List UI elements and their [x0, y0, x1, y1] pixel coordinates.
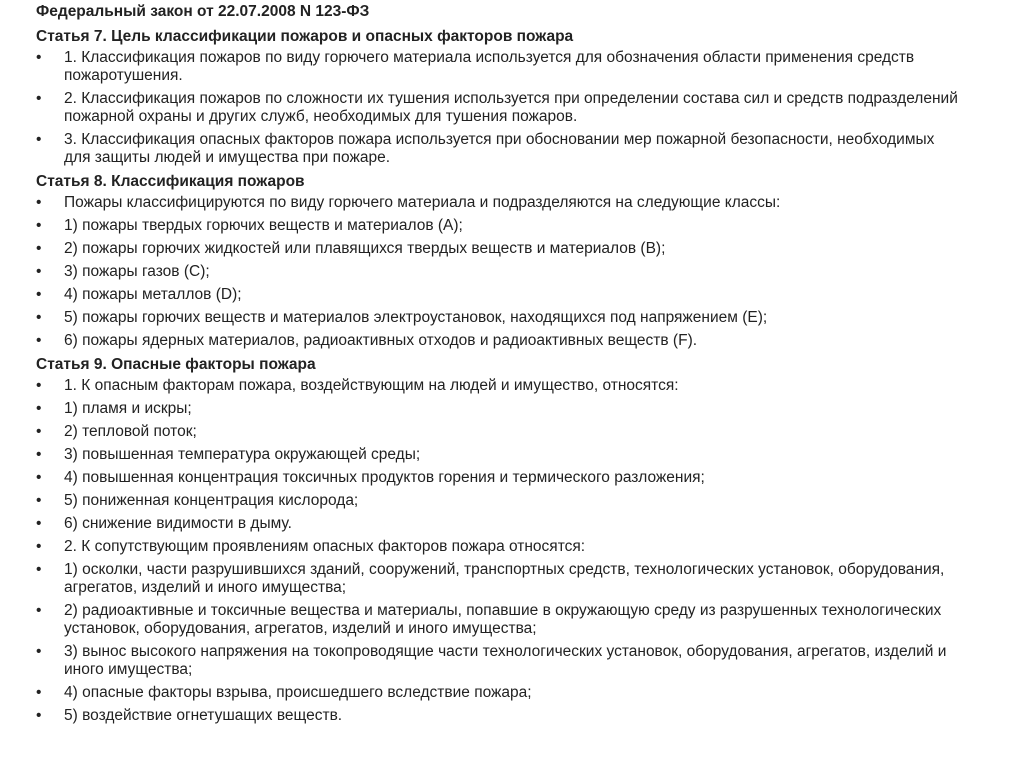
list-item: [36, 286, 964, 304]
list-item-text: 5) воздействие огнетушащих веществ.: [64, 707, 343, 724]
article-item-list: [36, 377, 1024, 725]
list-item: [36, 131, 964, 167]
bullet-icon: •: [36, 131, 42, 148]
bullet-icon: •: [36, 332, 42, 349]
bullet-icon: •: [36, 49, 42, 66]
list-item: [36, 602, 964, 638]
list-item-text: 5) пониженная концентрация кислорода;: [64, 492, 359, 509]
article-item-list: [36, 49, 1024, 167]
list-item-text: 3. Классификация опасных факторов пожара используется при обосновании мер пожарной безопасности, необходимых для защиты людей и имущества при пожаре.: [64, 131, 935, 166]
list-item: [36, 217, 964, 235]
list-item: [36, 469, 964, 487]
bullet-icon: •: [36, 561, 42, 578]
bullet-icon: •: [36, 538, 42, 555]
list-item-text: 1) пламя и искры;: [64, 400, 192, 417]
list-item-text: 2) пожары горючих жидкостей или плавящихся твердых веществ и материалов (B);: [64, 240, 666, 257]
bullet-icon: •: [36, 377, 42, 394]
list-item: [36, 707, 964, 725]
list-item-text: 5) пожары горючих веществ и материалов электроустановок, находящихся под напряжением (E);: [64, 309, 768, 326]
bullet-icon: •: [36, 309, 42, 326]
list-item: [36, 538, 964, 556]
bullet-icon: •: [36, 515, 42, 532]
bullet-icon: •: [36, 469, 42, 486]
list-item: [36, 561, 964, 597]
bullet-icon: •: [36, 707, 42, 724]
list-item-text: 4) повышенная концентрация токсичных продуктов горения и термического разложения;: [64, 469, 705, 486]
article-section: [36, 172, 1024, 350]
list-item: [36, 263, 964, 281]
list-item: [36, 90, 964, 126]
bullet-icon: •: [36, 492, 42, 509]
article-title: Статья 7. Цель классификации пожаров и опасных факторов пожара: [36, 28, 574, 45]
document-title: Федеральный закон от 22.07.2008 N 123-ФЗ: [36, 3, 370, 20]
list-item: [36, 309, 964, 327]
article-title: Статья 8. Классификация пожаров: [36, 173, 305, 190]
list-item-text: 2) радиоактивные и токсичные вещества и материалы, попавшие в окружающую среду из разрушенных технологических установок, оборудования, агрегатов, изделий и иного имущества;: [64, 602, 942, 637]
list-item-text: 3) пожары газов (C);: [64, 263, 210, 280]
bullet-icon: •: [36, 602, 42, 619]
list-item: [36, 492, 964, 510]
list-item: [36, 49, 964, 85]
list-item-text: 3) вынос высокого напряжения на токопроводящие части технологических установок, оборудования, агрегатов, изделий и иного имущества;: [64, 643, 947, 678]
list-item: [36, 332, 964, 350]
list-item-text: 1) пожары твердых горючих веществ и материалов (A);: [64, 217, 463, 234]
bullet-icon: •: [36, 400, 42, 417]
list-item-text: 1. Классификация пожаров по виду горючего материала используется для обозначения области применения средств пожаротушения.: [64, 49, 915, 84]
list-item-text: 2) тепловой поток;: [64, 423, 197, 440]
list-item-text: Пожары классифицируются по виду горючего материала и подразделяются на следующие классы:: [64, 194, 781, 211]
list-item: [36, 446, 964, 464]
list-item: [36, 515, 964, 533]
bullet-icon: •: [36, 263, 42, 280]
list-item-text: 2. К сопутствующим проявлениям опасных факторов пожара относятся:: [64, 538, 586, 555]
list-item-text: 3) повышенная температура окружающей среды;: [64, 446, 421, 463]
list-item: [36, 423, 964, 441]
bullet-icon: •: [36, 684, 42, 701]
article-section: [36, 27, 1024, 167]
list-item-text: 4) опасные факторы взрыва, происшедшего вследствие пожара;: [64, 684, 532, 701]
list-item-text: 1) осколки, части разрушившихся зданий, сооружений, транспортных средств, технологических установок, оборудования, агрегатов, изделий и иного имущества;: [64, 561, 945, 596]
sections-container: [36, 27, 1024, 725]
article-item-list: [36, 194, 1024, 350]
list-item-text: 2. Классификация пожаров по сложности их тушения используется при определении состава сил и средств подразделений пожарной охраны и других служб, необходимых для тушения пожаров.: [64, 90, 958, 125]
bullet-icon: •: [36, 217, 42, 234]
list-item-text: 6) пожары ядерных материалов, радиоактивных отходов и радиоактивных веществ (F).: [64, 332, 698, 349]
list-item-text: 1. К опасным факторам пожара, воздействующим на людей и имущество, относятся:: [64, 377, 679, 394]
bullet-icon: •: [36, 194, 42, 211]
bullet-icon: •: [36, 643, 42, 660]
list-item: [36, 684, 964, 702]
bullet-icon: •: [36, 423, 42, 440]
list-item: [36, 240, 964, 258]
list-item-text: 6) снижение видимости в дыму.: [64, 515, 292, 532]
list-item: [36, 643, 964, 679]
list-item: [36, 400, 964, 418]
bullet-icon: •: [36, 446, 42, 463]
bullet-icon: •: [36, 286, 42, 303]
list-item-text: 4) пожары металлов (D);: [64, 286, 242, 303]
list-item: [36, 377, 964, 395]
article-title: Статья 9. Опасные факторы пожара: [36, 356, 316, 373]
bullet-icon: •: [36, 90, 42, 107]
list-item: [36, 194, 964, 212]
article-section: [36, 355, 1024, 725]
bullet-icon: •: [36, 240, 42, 257]
